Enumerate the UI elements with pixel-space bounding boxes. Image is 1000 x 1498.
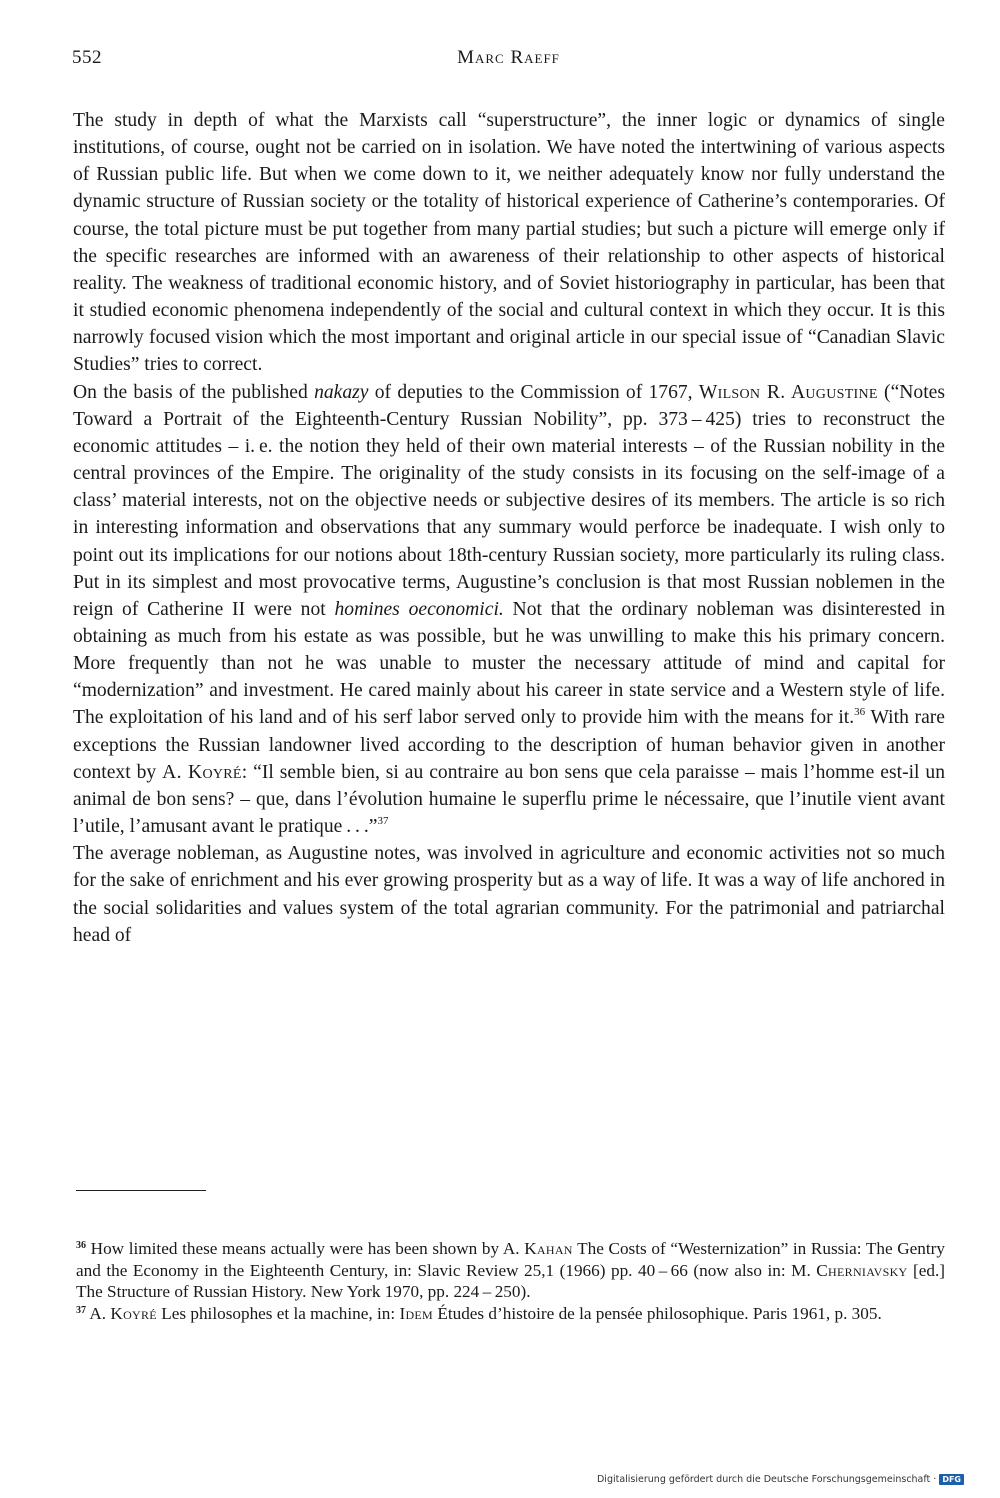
credit-text: Digitalisierung gefördert durch die Deutsche Forschungsgemeinschaft · — [596, 1474, 937, 1485]
author-kahan: Kahan — [524, 1239, 573, 1258]
footnote-ref-36[interactable]: 36 — [854, 706, 866, 719]
body-text — [73, 107, 945, 949]
term-nakazy: nakazy — [314, 381, 369, 403]
page-header — [72, 47, 945, 77]
footnotes — [76, 1238, 945, 1324]
paragraph-augustine: On the basis of the published nakazy of deputies to the Commission of 1767, Wilson R. Augustine (“Notes Toward a Portrait of the Eighteenth-Century Russian Nobility”, pp. 373 – 425) tries to reconstruct the economic attitudes – i. e. the notion they held of their own material interests – of the Russian nobility in the central provinces of the Empire. The originality of the study consists in its focusing on the self-image of a class’ material interests, not on the objective needs or subjective desires of its members. The article is so rich in interesting information and observations that any summary would perforce be inadequate. I wish only to point out its implications for our notions about 18th-century Russian society, more particularly its ruling class. Put in its simplest and most provocative terms, Augustine’s conclusion is that most Russian noblemen in the reign of Catherine II were not homines oeconomici. Not that the ordinary nobleman was disinterested in obtaining as much from his estate as was possible, but he was unwilling to make this his primary concern. More frequently than not he was unable to muster the necessary attitude of mind and capital for “modernization” and investment. He cared mainly about his career in state service and a Western style of life. The exploitation of his land and of his serf labor served only to provide him with the means for it.$^{36}$ With rare exceptions the Russian landowner lived according to the description of human behavior given in another context by A. Koyré: “Il semble bien, si au contraire au bon sens que cela paraisse – mais l’homme est-il un animal de bon sens? – que, dans l’évolution humaine le superflu prime le nécessaire, que l’inutile vient avant l’utile, l’amusant avant le pratique . . .”$^{37}$ — [73, 381, 946, 838]
author-koyre: A. Koyré — [162, 761, 242, 783]
digitization-credit — [597, 1474, 964, 1485]
paragraph-average-nobleman: The average nobleman, as Augustine notes, was involved in agriculture and economic activities not so much for the sake of enrichment and his ever growing prosperity but as a way of life. It was a way of life anchored in the social solidarities and values system of the total agrarian community. For the patrimonial and patriarchal head of — [73, 843, 945, 946]
paragraph-superstructure: The study in depth of what the Marxists call “superstructure”, the inner logic or dynamics of single institutions, of course, ought not be carried on in isolation. We have noted the intertwining of various aspects of Russian public life. But when we come down to it, we neither adequately know nor fully understand the dynamic structure of Russian society or the totality of historical experience of Catherine’s contemporaries. Of course, the total picture must be put together from many partial studies; but such a picture will emerge only if the specific researches are informed with an awareness of their relationship to other aspects of historical reality. The weakness of traditional economic history, and of Soviet historiography in particular, has been that it studied economic phenomena independently of the social and cultural context in which they occur. It is this narrowly focused vision which the most important and original article in our special issue of “Canadian Slavic Studies” tries to correct. — [73, 110, 945, 376]
footnote-number-37: 37 — [76, 1304, 86, 1316]
footnote-36: $^{36}$ How limited these means actually were has been shown by A. Kahan The Costs of “Westernization” in Russia: The Gentry and the Economy in the Eighteenth Century, in: Slavic Review 25,1 (1966) pp. 40 – 66 (now also in: M. Cherniavsky [ed.] The Structure of Russian History. New York 1970, pp. 224 – 250). — [76, 1239, 946, 1301]
page-number: 552 — [72, 47, 102, 68]
term-homines-oeconomici: homines oeconomici. — [334, 598, 504, 620]
author-idem: Idem — [399, 1303, 434, 1323]
author-koyre-footnote: Koyré — [110, 1303, 157, 1323]
footnote-37: $^{37}$ A. Koyré Les philosophes et la machine, in: Idem Études d’histoire de la pensée philosophique. Paris 1961, p. 305. — [76, 1303, 882, 1323]
dfg-logo-icon: DFG — [939, 1474, 964, 1485]
footnote-ref-37[interactable]: 37 — [377, 815, 389, 828]
footnote-number-36: 36 — [76, 1240, 86, 1251]
author-augustine: Wilson R. Augustine — [698, 381, 878, 403]
author-cherniavsky: Cherniavsky — [816, 1260, 908, 1280]
footnote-divider — [76, 1190, 206, 1191]
running-head: Marc Raeff — [457, 47, 560, 68]
